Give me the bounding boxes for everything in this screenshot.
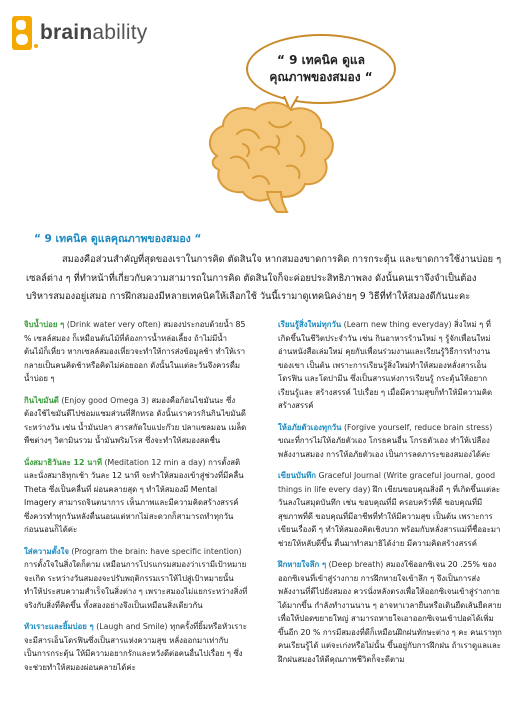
tip-body: สมองคือก้อนไขมันนะ ซึ่งต้องใช้ไขมันดีไปซ่อมแซมส่วนที่สึกหรอ ดังนั้นเราควรกินกินไขมันดีระหว่างวัน เช่น น้ำมันปลา สารสกัดใบแปะก๊วย ปลาแซลมอน เมล็ดพืชต่างๆ วิตามินรวม น้ำมันพริมโรส ซึ่งจะทำให้สมองสดชื่น	[24, 395, 247, 445]
intro-title: “ 9 เทคนิค ดูแลคุณภาพของสมอง “	[34, 233, 202, 245]
title-bubble	[246, 34, 396, 104]
tip-body: การตั้งสติและนั่งสมาธิทุกเช้า วันละ 12 นาที จะทำให้สมองเข้าสู่ช่วงที่มีคลื่น Theta ซึ่งเป็นคลื่นที่ ผ่อนคลายสุด ๆ ทำให้สมองมี Mental Imagery สามารถจินตนาการ เห็นภาพและมีความคิดสร้างสรรค์ ซึ่งควรทำทุกวันหลังตื่นนอนแต่หากไม่สะดวกก็สามารถทำทุกวันก่อนนอนก็ได้ค่ะ	[24, 457, 244, 534]
tip-title: จิบน้ำบ่อย ๆ	[24, 320, 65, 329]
tip-title: ฝึกหายใจลึก ๆ	[278, 560, 327, 569]
tip-note: (Program the brain: have specific intention)	[71, 546, 242, 556]
tip-note: (Enjoy good Omega 3)	[61, 395, 149, 405]
logo-b-icon	[12, 16, 38, 50]
tips-right-column	[278, 318, 502, 674]
tip-body: ทุกครั้งที่ยิ้มหรือหัวเราะ จะมีสารเอ็นโดรฟินซึ่งเป็นสารแห่งความสุข หลั่งออกมาเท่ากับเป็นการกระตุ้น ให้มีความอยากรักและหวังดีต่อคนอื่นไปเรื่อย ๆ ซึ่งจะช่วยทำให้สมองผ่อนคลายได้ค่ะ	[24, 622, 247, 672]
bubble-line-1: “ 9 เทคนิค ดูแล	[277, 53, 365, 67]
tip-item	[278, 421, 502, 462]
tip-body: สมองประกอบด้วยน้ำ 85 % เซลล์สมอง ก็เหมือนต้นไม้ที่ต้องการน้ำหล่อเลี้ยง ถ้าไม่มีน้ำ ต้นไม้ก็เหี่ยว หากเซลล์สมองเหี่ยวจะทำให้การส่งข้อมูลช้า ทำให้เรากลายเป็นคนคิดช้าหรือคิดไม่ค่อยออก ดังนั้นในแต่ละวันจึงควรดื่มน้ำบ่อย ๆ	[24, 320, 246, 383]
tip-title: หัวเราะและยิ้มบ่อย ๆ	[24, 622, 94, 631]
tip-item	[24, 620, 248, 674]
tip-title: ใส่ความตั้งใจ	[24, 546, 69, 556]
tip-item	[278, 558, 502, 666]
tip-body: สิ่งใหม่ ๆ ที่เกิดขึ้นในชีวิตประจำวัน เช่น กินอาหารร้านใหม่ ๆ รู้จักเพื่อนใหม่ อ่านหนังสือเล่มใหม่ คุยกับเพื่อนร่วมงานและเรียนรู้วิธีการทำงานของเขา เป็นต้น เพราะการเรียนรู้สิ่งใหม่ทำให้สมองหลั่งสารเอ็นโดรฟิน และโดปามีน ซึ่งเป็นสารแห่งการเรียนรู้ กระตุ้นให้อยากเรียนรู้และ สร้างสรรค์ ไปเรื่อย ๆ เมื่อมีความสุขก็ทำให้มีความคิดสร้างสรรค์	[278, 320, 493, 410]
tip-body: สมองใช้ออกซิเจน 20 .25% ของออกซิเจนที่เข้าสู่ร่างกาย การฝึกหายใจเข้าลึก ๆ จึงเป็นการส่งพลังงานที่ดีไปยังสมอง ควรนั่งหลังตรงเพื่อให้ออกซิเจนเข้าสู่ร่างกายได้มากขึ้น กำลังทำงานนาน ๆ อาจหาเวลายืนหรือเดินยืดเส้นยืดสายเพื่อให้ปอดขยายใหญ่ สามารถหายใจเอาออกซิเจนเข้าปอดได้เพิ่มขึ้นอีก 20 % การมีสมองที่ดีก็เหมือนฝึกฝนทักษะต่าง ๆ คะ คนเราทุกคนเรียนรู้ได้ แต่จะเก่งหรือไม่นั้น ขึ้นอยู่กับการฝึกฝน ถ้าเราดูแลและฝึกฝนสมองให้ดีคุณภาพชีวิตก็จะดีตาม	[278, 560, 502, 664]
tip-title: กินไขมันดี	[24, 395, 59, 405]
intro-body: สมองคือส่วนสำคัญที่สุดของเราในการคิด ตัดสินใจ หากสมองขาดการคิด การกระตุ้น และขาดการใช้งานบ่อย ๆ เซลล์ต่าง ๆ ที่ทำหน้าที่เกี่ยวกับความสามารถในการคิด ตัดสินใจก็จะค่อยประสิทธิภาพลง ดังนั้นคนเราจึงจำเป็นต้องบริหารสมองอยู่เสมอ การฝึกสมองมีหลายเทคนิคให้เลือกใช้ วันนี้เรามาดูเทคนิคง่ายๆ 9 วิธีที่ทำให้สมองดีกันนะคะ	[26, 254, 502, 302]
tip-title: นั่งสมาธิวันละ 12 นาที	[24, 457, 102, 467]
tip-note: Graceful Journal (Write graceful journal, good things in life every day)	[278, 471, 496, 494]
tip-title: ให้อภัยตัวเองทุกวัน	[278, 422, 342, 432]
tip-note: (Meditation 12 min a day)	[104, 457, 206, 467]
tip-item	[24, 318, 248, 386]
bubble-line-2: คุณภาพของสมอง “	[269, 70, 373, 84]
brand-logo	[12, 16, 147, 50]
brain-icon	[197, 96, 343, 214]
tip-title: เขียนบันทึก	[278, 471, 317, 480]
tip-item	[24, 545, 248, 613]
tip-item	[278, 469, 502, 550]
tip-note: (Deep breath)	[328, 560, 384, 569]
tip-item	[24, 456, 248, 537]
tip-body: การตั้งใจในสิ่งใดก็ตาม เหมือนการโปรแกรมสมองว่าเรามีเป้าหมายจะเกิด ระหว่างวันสมองจะปรับพฤติกรรมเราให้ไปสู่เป้าหมายนั้น ทำให้ประสบความสำเร็จในสิ่งต่าง ๆ เพราะสมองไม่แยกระหว่างสิ่งที่จริงกับสิ่งที่คิดขึ้น ทั้งสองอย่างจึงเป็นเหมือนสิ่งเดียวกัน	[24, 560, 248, 610]
tips-left-column	[24, 318, 248, 682]
tip-note: (Forgive yourself, reduce brain stress)	[344, 422, 493, 432]
tip-body: ขณะที่การไม่ให้อภัยตัวเอง โกรธคนอื่น โกรธตัวเอง ทำให้เปลืองพลังงานสมอง การให้อภัยตัวเอง เป็นการลดภาระของสมองได้ค่ะ	[278, 436, 491, 459]
tip-note: (Learn new thing everyday)	[343, 320, 452, 329]
tip-body: ฝึก เขียนขอบคุณสิ่งดี ๆ ที่เกิดขึ้นแต่ละวันลงในสมุดบันทึก เช่น ขอบคุณที่มี ครอบครัวที่ดี ขอบคุณที่มีสุขภาพที่ดี ขอบคุณที่มีอาชีพที่ทำให้มีความสุข เป็นต้น เพราะการเขียนเรื่องดี ๆ ทำให้สมองคิดเชิงบวก พร้อมกับหลั่งสารแม่ที่ชื่ออะมา ช่วยให้หลับดีขึ้น ตื่นมาทำสมาธิได้ง่าย มีความคิดสร้างสรรค์	[278, 484, 501, 548]
tip-item	[24, 394, 248, 448]
tip-title: เรียนรู้สิ่งใหม่ทุกวัน	[278, 320, 342, 329]
brand-name: brainability	[40, 21, 148, 44]
tip-note: (Drink water very often)	[66, 320, 161, 329]
intro-section	[26, 230, 502, 307]
tip-item	[278, 318, 502, 413]
tip-note: (Laugh and Smile)	[96, 622, 168, 631]
